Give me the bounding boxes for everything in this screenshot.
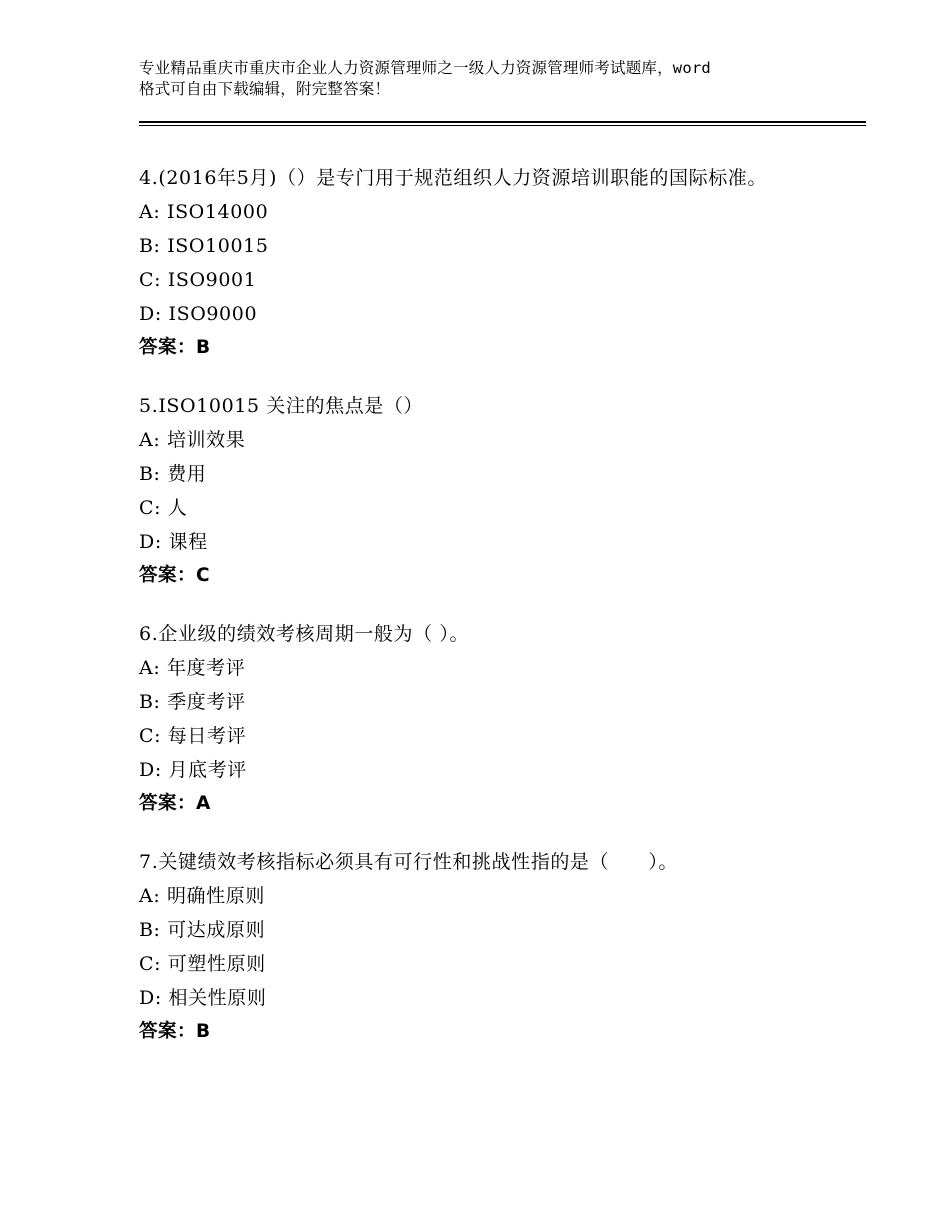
- question-stem: 5.ISO10015 关注的焦点是（）: [139, 395, 424, 417]
- answer-label: 答案：A: [139, 793, 211, 814]
- option-b: B: ISO10015: [139, 235, 269, 257]
- option-b: B: 费用: [139, 463, 207, 485]
- question-list: [139, 161, 819, 1073]
- option-d: D: 相关性原则: [139, 987, 267, 1009]
- question-6: [139, 617, 819, 821]
- header-rule-thin: [139, 125, 866, 126]
- option-a: A: 年度考评: [139, 657, 246, 679]
- option-a: A: ISO14000: [139, 201, 269, 223]
- option-c: C: ISO9001: [139, 269, 257, 291]
- option-c: C: 可塑性原则: [139, 953, 266, 975]
- question-stem: 4.(2016年5月)（）是专门用于规范组织人力资源培训职能的国际标准。: [139, 167, 767, 189]
- question-stem: 7.关键绩效考核指标必须具有可行性和挑战性指的是（ ）。: [139, 851, 679, 873]
- option-c: C: 人: [139, 497, 188, 519]
- header-rule-thick: [139, 121, 866, 123]
- question-stem: 6.企业级的绩效考核周期一般为（ ）。: [139, 623, 470, 645]
- option-b: B: 可达成原则: [139, 919, 266, 941]
- question-5: [139, 389, 819, 593]
- question-7: [139, 845, 819, 1049]
- option-a: A: 明确性原则: [139, 885, 265, 907]
- option-d: D: ISO9000: [139, 303, 258, 325]
- question-4: [139, 161, 819, 365]
- option-d: D: 月底考评: [139, 759, 247, 781]
- header-line-2: 格式可自由下载编辑，附完整答案！: [139, 80, 391, 98]
- answer-label: 答案：C: [139, 565, 211, 586]
- option-b: B: 季度考评: [139, 691, 246, 713]
- header-line-1: 专业精品重庆市重庆市企业人力资源管理师之一级人力资源管理师考试题库，word: [139, 59, 711, 77]
- answer-label: 答案：B: [139, 1021, 211, 1042]
- option-c: C: 每日考评: [139, 725, 247, 747]
- document-header: [139, 58, 839, 100]
- option-a: A: 培训效果: [139, 429, 246, 451]
- answer-label: 答案：B: [139, 337, 211, 358]
- option-d: D: 课程: [139, 531, 208, 553]
